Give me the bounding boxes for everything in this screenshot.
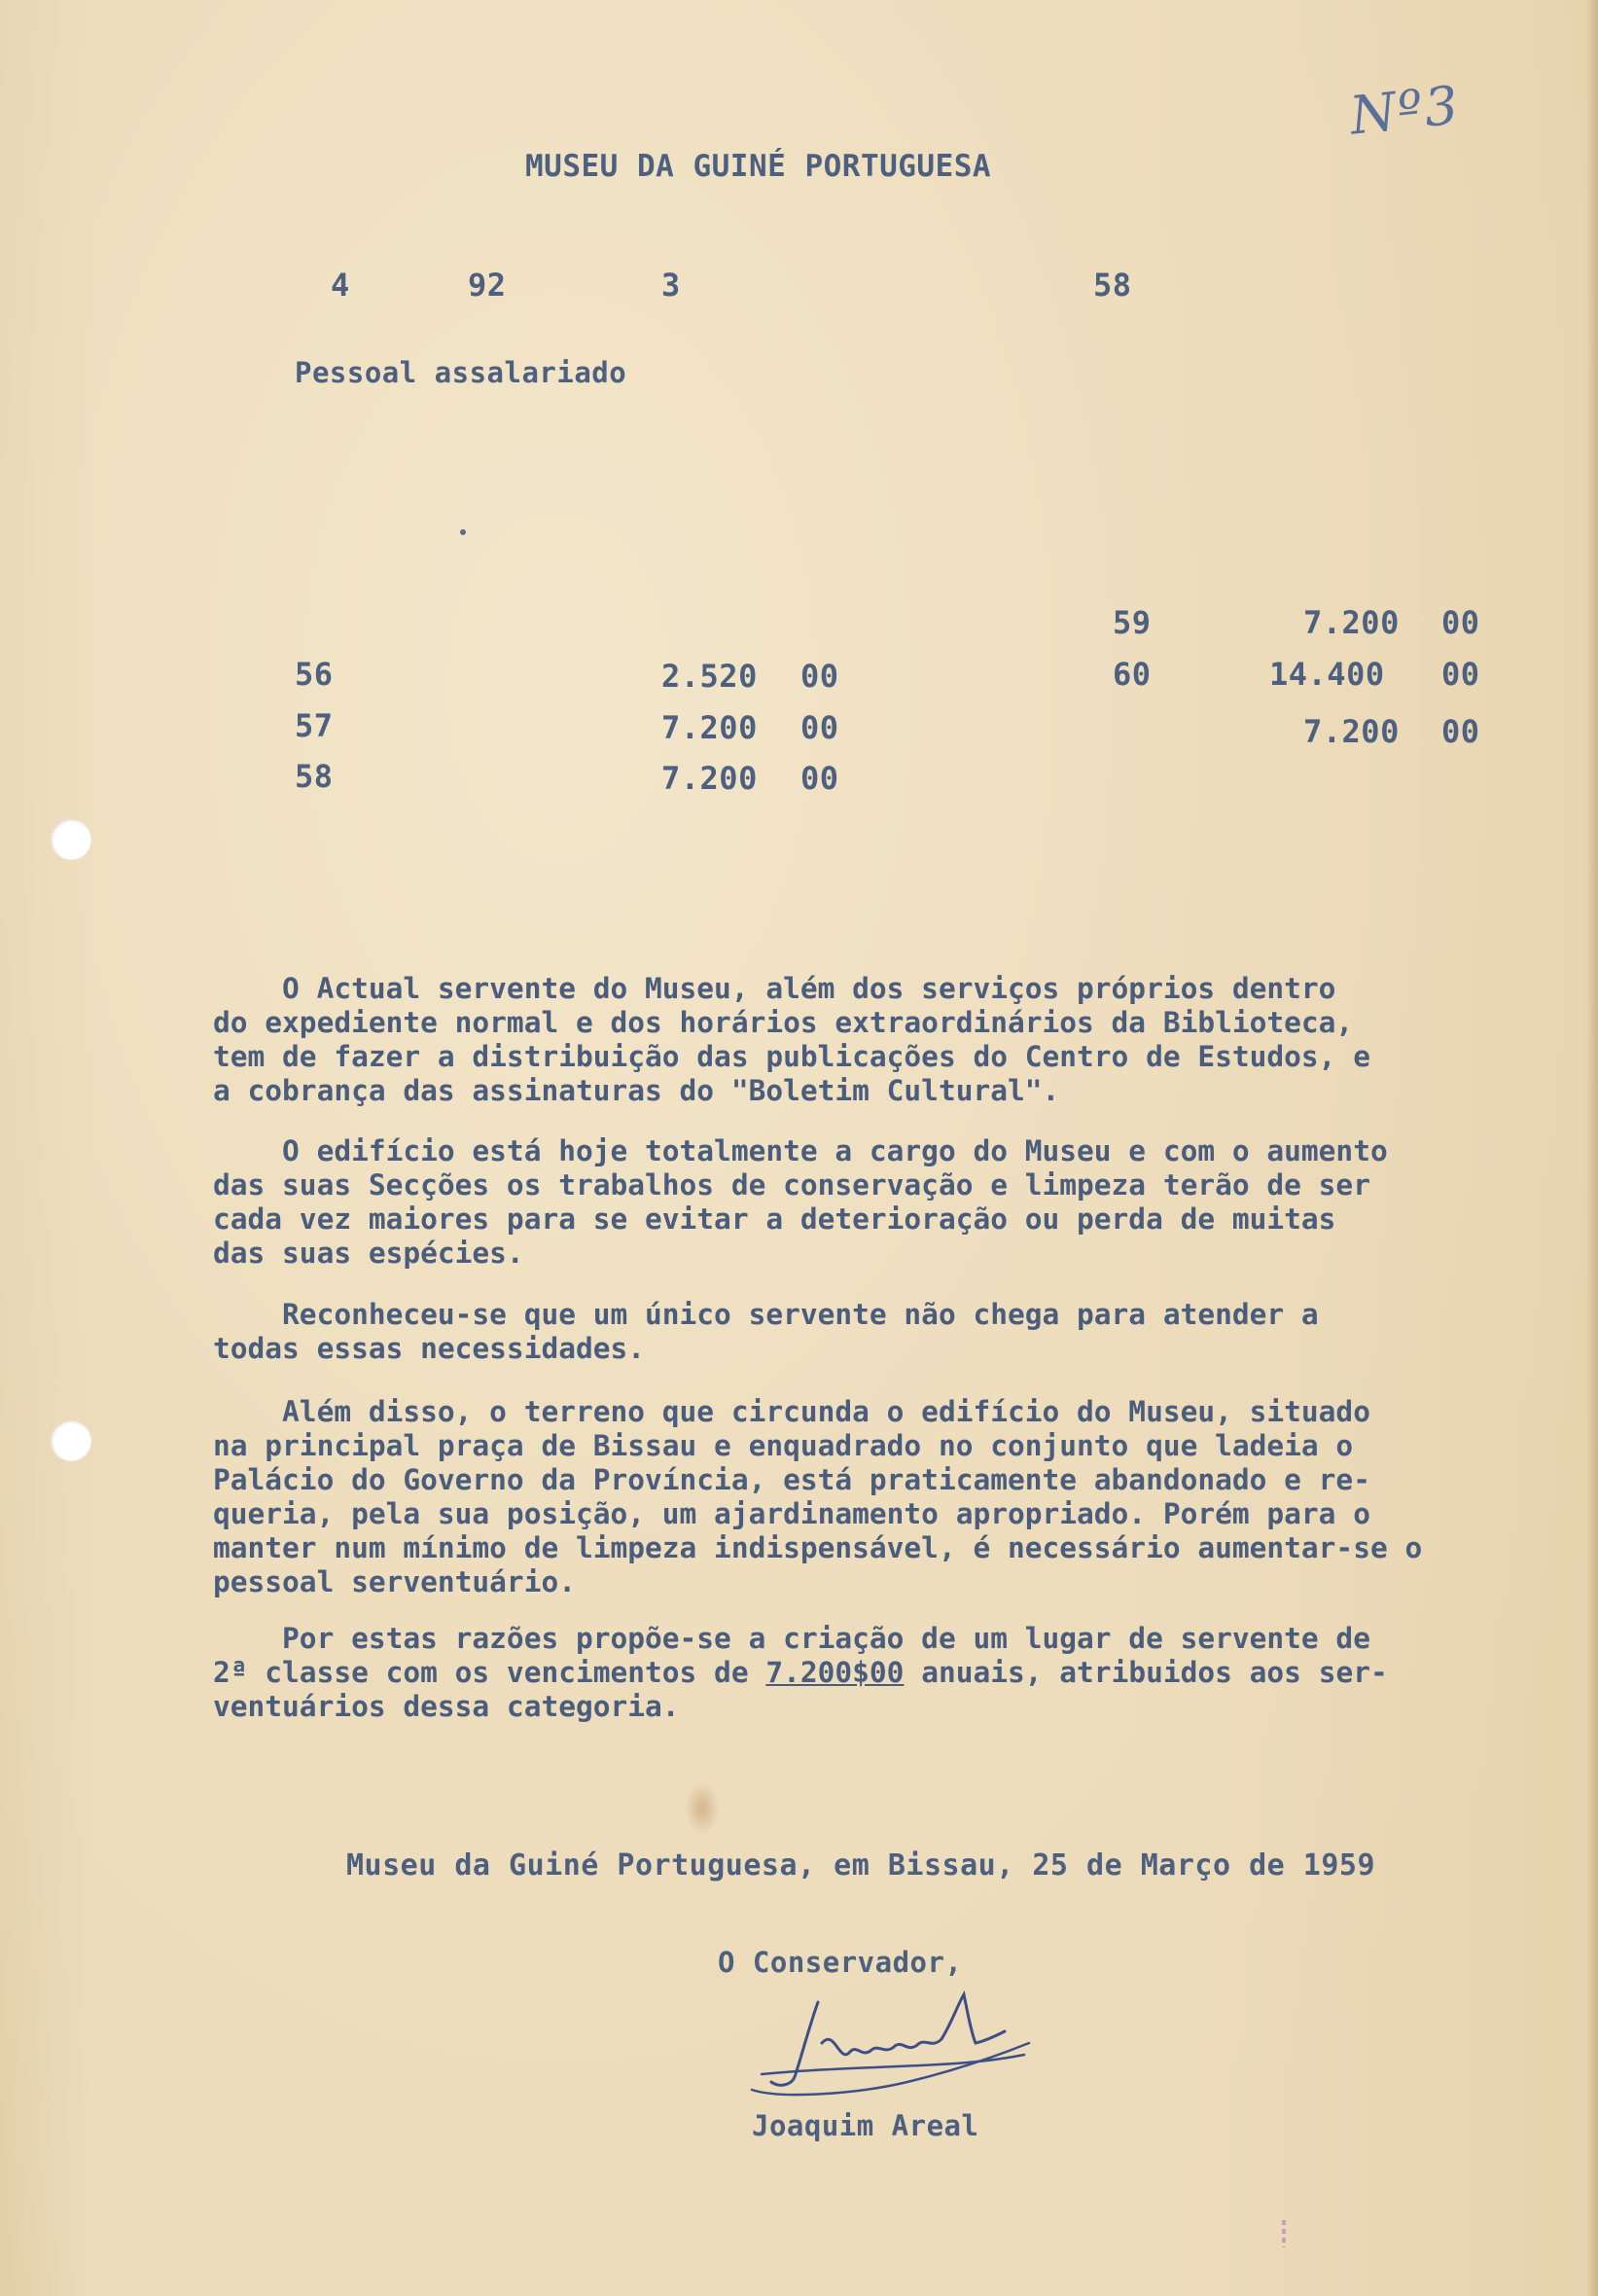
row-cents: 00 xyxy=(1441,656,1480,693)
paragraph-line: O edifício está hoje totalmente a cargo do Museu e com o aumento xyxy=(213,1134,1388,1167)
paragraph-edificio xyxy=(213,1134,1536,1271)
classification-number: 3 xyxy=(661,267,681,304)
paragraph-line: das suas Secções os trabalhos de conservação e limpeza terão de ser xyxy=(213,1168,1370,1202)
paragraph-line: na principal praça de Bissau e enquadrado no conjunto que ladeia o xyxy=(213,1429,1354,1462)
paragraph-reconheceu xyxy=(213,1298,1536,1366)
ink-dot xyxy=(460,529,466,535)
paragraph-terreno xyxy=(213,1395,1536,1599)
paragraph-line: a cobrança das assinaturas do "Boletim Cultural". xyxy=(213,1074,1060,1107)
line-text: 2ª classe com os vencimentos de xyxy=(213,1656,766,1689)
signatory-title: O Conservador, xyxy=(718,1946,963,1979)
paragraph-line: Por estas razões propõe-se a criação de um lugar de servente de xyxy=(213,1622,1370,1655)
paragraph-line: Palácio do Governo da Província, está praticamente abandonado e re- xyxy=(213,1463,1370,1496)
handwritten-page-number: Nº3 xyxy=(1347,74,1463,147)
line-text: anuais, atribuidos aos ser- xyxy=(904,1656,1388,1689)
row-amount: 7.200 xyxy=(1303,713,1400,750)
row-cents: 00 xyxy=(800,709,839,746)
row-amount: 2.520 xyxy=(661,658,758,695)
document-title: MUSEU DA GUINÉ PORTUGUESA xyxy=(525,149,992,184)
row-cents: 00 xyxy=(1441,604,1480,641)
section-heading: Pessoal assalariado xyxy=(295,356,627,389)
row-year: 57 xyxy=(295,707,334,744)
classification-chapter: 4 xyxy=(331,267,350,304)
row-amount: 7.200 xyxy=(661,709,758,746)
classification-article: 92 xyxy=(468,267,507,304)
row-amount: 7.200 xyxy=(661,760,758,797)
paper-stain xyxy=(686,1783,719,1834)
paragraph-line: cada vez maiores para se evitar a deterioração ou perda de muitas xyxy=(213,1202,1336,1236)
row-amount: 14.400 xyxy=(1269,656,1385,693)
punch-hole-top xyxy=(51,819,91,860)
paragraph-line: Além disso, o terreno que circunda o edifício do Museu, situado xyxy=(213,1395,1370,1428)
signatory-name: Joaquim Areal xyxy=(752,2109,979,2142)
paragraph-line: O Actual servente do Museu, além dos serviços próprios dentro xyxy=(213,972,1336,1005)
row-cents: 00 xyxy=(800,658,839,695)
paragraph-line: pessoal serventuário. xyxy=(213,1565,576,1598)
paragraph-line: todas essas necessidades. xyxy=(213,1332,646,1365)
paragraph-line: das suas espécies. xyxy=(213,1237,524,1270)
paragraph-line xyxy=(213,1656,1536,1690)
paragraph-line: ventuários dessa categoria. xyxy=(213,1690,680,1723)
paragraph-proposta xyxy=(213,1622,1536,1724)
salary-amount: 7.200$00 xyxy=(765,1656,905,1689)
paragraph-line: queria, pela sua posição, um ajardinamento apropriado. Porém para o xyxy=(213,1497,1370,1530)
paragraph-line: tem de fazer a distribuição das publicações do Centro de Estudos, e xyxy=(213,1040,1370,1073)
classification-year: 58 xyxy=(1093,267,1132,304)
row-amount: 7.200 xyxy=(1303,604,1400,641)
punch-hole-bottom xyxy=(51,1420,91,1461)
paragraph-line: Reconheceu-se que um único servente não chega para atender a xyxy=(213,1298,1319,1331)
row-year: 59 xyxy=(1113,604,1152,641)
edge-mark xyxy=(1282,2220,1286,2247)
handwritten-signature xyxy=(742,1985,1044,2111)
place-and-date: Museu da Guiné Portuguesa, em Bissau, 25 de Março de 1959 xyxy=(346,1848,1376,1883)
row-cents: 00 xyxy=(800,760,839,797)
paragraph-line: do expediente normal e dos horários extraordinários da Biblioteca, xyxy=(213,1006,1354,1039)
row-cents: 00 xyxy=(1441,713,1480,750)
row-year: 58 xyxy=(295,758,334,795)
paragraph-line: manter num mínimo de limpeza indispensável, é necessário aumentar-se o xyxy=(213,1531,1423,1564)
paragraph-servente xyxy=(213,972,1536,1108)
row-year: 60 xyxy=(1113,656,1152,693)
row-year: 56 xyxy=(295,656,334,693)
